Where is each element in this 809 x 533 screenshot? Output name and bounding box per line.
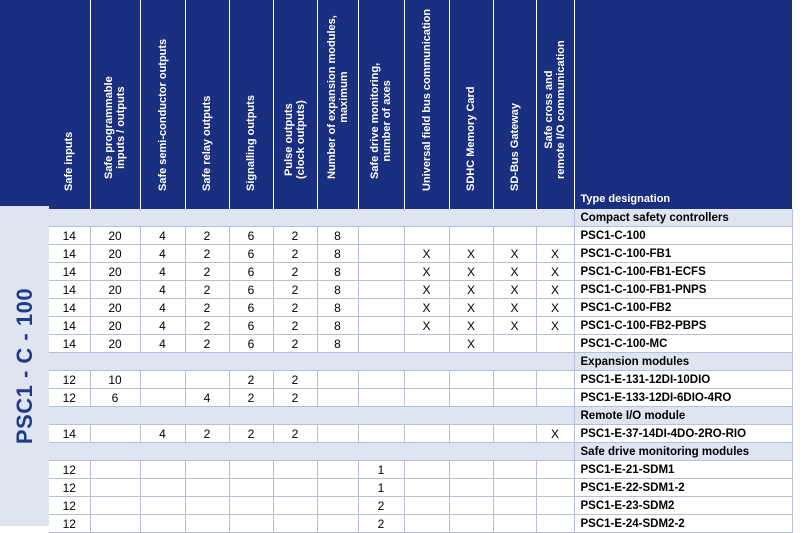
section-spacer xyxy=(49,209,574,227)
table-cell xyxy=(90,497,140,515)
table-cell xyxy=(449,497,493,515)
table-cell: 2 xyxy=(273,317,317,335)
type-designation-cell: PSC1-E-131-12DI-10DIO xyxy=(574,371,792,389)
table-cell xyxy=(449,461,493,479)
table-cell: 2 xyxy=(229,425,273,443)
table-cell: X xyxy=(404,281,449,299)
table-cell: 8 xyxy=(317,263,358,281)
column-header-label: Safe semi-conductor outputs xyxy=(156,38,169,191)
table-cell xyxy=(185,515,229,533)
table-cell xyxy=(536,389,574,407)
table-cell: 14 xyxy=(49,299,90,317)
table-cell: 6 xyxy=(229,227,273,245)
section-title: Safe drive monitoring modules xyxy=(574,443,792,461)
section-row xyxy=(49,353,792,371)
table-cell: X xyxy=(404,245,449,263)
table-cell xyxy=(140,389,185,407)
column-header-9 xyxy=(404,0,449,209)
column-header-label: Signalling outputs xyxy=(245,95,257,191)
table-cell xyxy=(536,497,574,515)
table-cell: 8 xyxy=(317,299,358,317)
table-row xyxy=(49,335,792,353)
table-cell: 2 xyxy=(185,425,229,443)
table-row xyxy=(49,317,792,335)
table-cell xyxy=(358,371,404,389)
table-cell: 2 xyxy=(273,281,317,299)
table-cell xyxy=(317,371,358,389)
table-cell: 14 xyxy=(49,245,90,263)
table-cell: 2 xyxy=(358,515,404,533)
table-cell xyxy=(404,425,449,443)
table-cell xyxy=(273,479,317,497)
table-cell: 20 xyxy=(90,227,140,245)
table-cell: X xyxy=(449,335,493,353)
section-row xyxy=(49,209,792,227)
table-cell: 2 xyxy=(273,227,317,245)
section-spacer xyxy=(49,443,574,461)
table-row xyxy=(49,299,792,317)
table-cell: 6 xyxy=(229,281,273,299)
table-cell: 2 xyxy=(185,299,229,317)
table-cell: 6 xyxy=(229,245,273,263)
table-cell: 14 xyxy=(49,425,90,443)
table-cell: 2 xyxy=(273,425,317,443)
table-cell: 6 xyxy=(229,335,273,353)
table-body xyxy=(49,209,792,533)
table-cell xyxy=(493,335,536,353)
table-cell: 4 xyxy=(140,281,185,299)
table-cell: 2 xyxy=(273,335,317,353)
product-family-label: PSC1 - C - 100 xyxy=(11,287,37,445)
table-cell: 2 xyxy=(185,335,229,353)
column-header-label: SDHC Memory Card xyxy=(465,86,477,191)
table-cell xyxy=(536,227,574,245)
table-cell xyxy=(449,389,493,407)
table-cell xyxy=(185,371,229,389)
type-designation-cell: PSC1-E-133-12DI-6DIO-4RO xyxy=(574,389,792,407)
table-cell xyxy=(449,425,493,443)
table-cell: 8 xyxy=(317,335,358,353)
table-cell xyxy=(358,263,404,281)
type-designation-cell: PSC1-E-21-SDM1 xyxy=(574,461,792,479)
table-cell xyxy=(317,497,358,515)
table-cell: 2 xyxy=(273,371,317,389)
table-cell xyxy=(185,461,229,479)
table-cell: 4 xyxy=(185,389,229,407)
section-title: Remote I/O module xyxy=(574,407,792,425)
table-cell xyxy=(536,461,574,479)
section-title: Expansion modules xyxy=(574,353,792,371)
table-cell xyxy=(140,461,185,479)
table-row xyxy=(49,461,792,479)
table-cell: 14 xyxy=(49,317,90,335)
table-cell: X xyxy=(449,317,493,335)
table-cell xyxy=(449,371,493,389)
column-header-label: SD-Bus Gateway xyxy=(508,102,521,191)
table-cell: 12 xyxy=(49,389,90,407)
table-cell: X xyxy=(536,317,574,335)
table-cell xyxy=(317,479,358,497)
table-cell: 2 xyxy=(273,299,317,317)
table-cell xyxy=(185,497,229,515)
column-header-2 xyxy=(90,0,140,209)
section-row xyxy=(49,443,792,461)
column-header-1 xyxy=(49,0,90,209)
table-cell: 20 xyxy=(90,317,140,335)
table-cell xyxy=(317,425,358,443)
table-row xyxy=(49,371,792,389)
table-cell: 8 xyxy=(317,317,358,335)
table-cell xyxy=(229,497,273,515)
table-cell: 2 xyxy=(185,245,229,263)
table-cell: 8 xyxy=(317,281,358,299)
column-header-label: Safe cross and remote I/O communication xyxy=(543,40,567,179)
table-cell xyxy=(90,425,140,443)
table-cell xyxy=(493,479,536,497)
table-cell: 1 xyxy=(358,479,404,497)
table-cell xyxy=(229,515,273,533)
column-header-label: Safe programmable inputs / outputs xyxy=(103,76,127,179)
type-designation-cell: PSC1-E-23-SDM2 xyxy=(574,497,792,515)
table-cell: 10 xyxy=(90,371,140,389)
table-cell: X xyxy=(493,317,536,335)
section-spacer xyxy=(49,353,574,371)
table-cell: 1 xyxy=(358,461,404,479)
type-designation-cell: PSC1-C-100 xyxy=(574,227,792,245)
table-cell: 4 xyxy=(140,335,185,353)
column-header-11 xyxy=(493,0,536,209)
table-cell xyxy=(358,245,404,263)
type-designation-cell: PSC1-E-22-SDM1-2 xyxy=(574,479,792,497)
table-cell xyxy=(493,371,536,389)
table-cell: 20 xyxy=(90,281,140,299)
table-cell: 2 xyxy=(185,281,229,299)
table-cell xyxy=(358,281,404,299)
table-cell: 4 xyxy=(140,425,185,443)
column-header-12 xyxy=(536,0,574,209)
table-cell xyxy=(273,461,317,479)
table-cell: 14 xyxy=(49,335,90,353)
table-cell: X xyxy=(449,245,493,263)
table-cell xyxy=(449,479,493,497)
table-cell xyxy=(229,479,273,497)
table-cell: 2 xyxy=(229,371,273,389)
table-cell: 4 xyxy=(140,245,185,263)
table-cell: X xyxy=(493,263,536,281)
table-cell xyxy=(493,227,536,245)
table-cell xyxy=(358,299,404,317)
table-cell: 2 xyxy=(273,245,317,263)
table-cell xyxy=(90,515,140,533)
table-cell xyxy=(358,389,404,407)
table-cell xyxy=(449,227,493,245)
table-cell xyxy=(404,389,449,407)
table-cell xyxy=(536,479,574,497)
table-cell xyxy=(404,497,449,515)
table-cell xyxy=(140,371,185,389)
table-cell: X xyxy=(536,299,574,317)
table-row xyxy=(49,281,792,299)
table-cell: 14 xyxy=(49,263,90,281)
table-cell xyxy=(493,461,536,479)
section-title: Compact safety controllers xyxy=(574,209,792,227)
column-header-label: Universal field bus communication xyxy=(420,8,433,191)
table-cell: X xyxy=(536,425,574,443)
table-cell: X xyxy=(536,245,574,263)
table-cell xyxy=(536,371,574,389)
table-cell xyxy=(358,425,404,443)
type-designation-header: Type designation xyxy=(574,0,792,209)
column-header-label: Safe inputs xyxy=(63,131,76,191)
table-cell: X xyxy=(536,281,574,299)
table-cell: 2 xyxy=(185,317,229,335)
table-cell xyxy=(493,497,536,515)
section-row xyxy=(49,407,792,425)
type-designation-cell: PSC1-C-100-FB2-PBPS xyxy=(574,317,792,335)
table-cell xyxy=(185,479,229,497)
table-cell: 2 xyxy=(358,497,404,515)
table-cell xyxy=(493,389,536,407)
table-row xyxy=(49,425,792,443)
table-cell xyxy=(404,335,449,353)
table-cell: 20 xyxy=(90,299,140,317)
table-cell: 4 xyxy=(140,263,185,281)
column-header-label: Safe relay outputs xyxy=(201,95,213,191)
type-designation-cell: PSC1-C-100-MC xyxy=(574,335,792,353)
table-cell: 12 xyxy=(49,371,90,389)
table-row xyxy=(49,479,792,497)
table-cell xyxy=(140,515,185,533)
table-cell xyxy=(493,515,536,533)
table-cell xyxy=(229,461,273,479)
table-row xyxy=(49,227,792,245)
table-cell: 2 xyxy=(185,227,229,245)
table-cell: 12 xyxy=(49,515,90,533)
table-cell xyxy=(404,227,449,245)
table-cell: 20 xyxy=(90,245,140,263)
table-cell: 20 xyxy=(90,335,140,353)
table-cell xyxy=(404,515,449,533)
column-header-6 xyxy=(273,0,317,209)
table-cell: 6 xyxy=(229,299,273,317)
table-cell: X xyxy=(536,263,574,281)
table-cell: 4 xyxy=(140,227,185,245)
section-spacer xyxy=(49,407,574,425)
type-designation-cell: PSC1-C-100-FB1-PNPS xyxy=(574,281,792,299)
table-cell: 14 xyxy=(49,281,90,299)
type-designation-cell: PSC1-E-37-14DI-4DO-2RO-RIO xyxy=(574,425,792,443)
type-designation-cell: PSC1-C-100-FB1-ECFS xyxy=(574,263,792,281)
product-family-tab xyxy=(0,206,49,526)
column-header-label: Number of expansion modules, maximum xyxy=(325,15,350,179)
table-cell xyxy=(358,227,404,245)
table-cell: 6 xyxy=(90,389,140,407)
table-cell: 2 xyxy=(185,263,229,281)
table-cell: X xyxy=(449,281,493,299)
table-cell: X xyxy=(449,299,493,317)
table-cell: X xyxy=(493,299,536,317)
table-cell: 12 xyxy=(49,497,90,515)
table-row xyxy=(49,263,792,281)
table-cell xyxy=(536,335,574,353)
type-designation-cell: PSC1-E-24-SDM2-2 xyxy=(574,515,792,533)
table-cell: 20 xyxy=(90,263,140,281)
table-cell xyxy=(140,497,185,515)
table-row xyxy=(49,389,792,407)
table-cell: 2 xyxy=(273,263,317,281)
column-header-10 xyxy=(449,0,493,209)
column-header-7 xyxy=(317,0,358,209)
table-cell: X xyxy=(404,317,449,335)
column-header-label: Pulse outputs (clock outputs) xyxy=(283,100,307,179)
table-row xyxy=(49,245,792,263)
table-cell xyxy=(90,461,140,479)
table-cell: 2 xyxy=(229,389,273,407)
table-cell xyxy=(358,335,404,353)
table-cell: 14 xyxy=(49,227,90,245)
table-cell xyxy=(273,515,317,533)
table-cell: X xyxy=(493,281,536,299)
type-designation-cell: PSC1-C-100-FB2 xyxy=(574,299,792,317)
table-cell: 2 xyxy=(273,389,317,407)
table-cell xyxy=(317,461,358,479)
table-cell xyxy=(404,479,449,497)
table-cell: X xyxy=(449,263,493,281)
table-cell: 12 xyxy=(49,479,90,497)
table-cell xyxy=(404,371,449,389)
table-cell: X xyxy=(404,299,449,317)
column-header-5 xyxy=(229,0,273,209)
table-cell: 8 xyxy=(317,227,358,245)
table-cell xyxy=(449,515,493,533)
table-cell xyxy=(536,515,574,533)
column-header-4 xyxy=(185,0,229,209)
column-header-label: Safe drive monitoring, number of axes xyxy=(369,62,393,179)
table-cell xyxy=(404,461,449,479)
table-row xyxy=(49,515,792,533)
table-cell: X xyxy=(493,245,536,263)
table-cell: X xyxy=(404,263,449,281)
table-cell xyxy=(358,317,404,335)
table-cell xyxy=(317,389,358,407)
table-cell: 4 xyxy=(140,299,185,317)
product-spec-table xyxy=(49,0,793,533)
type-designation-cell: PSC1-C-100-FB1 xyxy=(574,245,792,263)
table-row xyxy=(49,497,792,515)
table-cell: 4 xyxy=(140,317,185,335)
table-cell xyxy=(317,515,358,533)
table-cell xyxy=(493,425,536,443)
column-header-3 xyxy=(140,0,185,209)
table-cell xyxy=(90,479,140,497)
table-cell: 6 xyxy=(229,317,273,335)
table-cell xyxy=(140,479,185,497)
table-cell xyxy=(273,497,317,515)
column-header-8 xyxy=(358,0,404,209)
table-cell: 12 xyxy=(49,461,90,479)
header-band-left xyxy=(0,0,49,206)
table-cell: 6 xyxy=(229,263,273,281)
table-header-row xyxy=(49,0,792,209)
table-cell: 8 xyxy=(317,245,358,263)
